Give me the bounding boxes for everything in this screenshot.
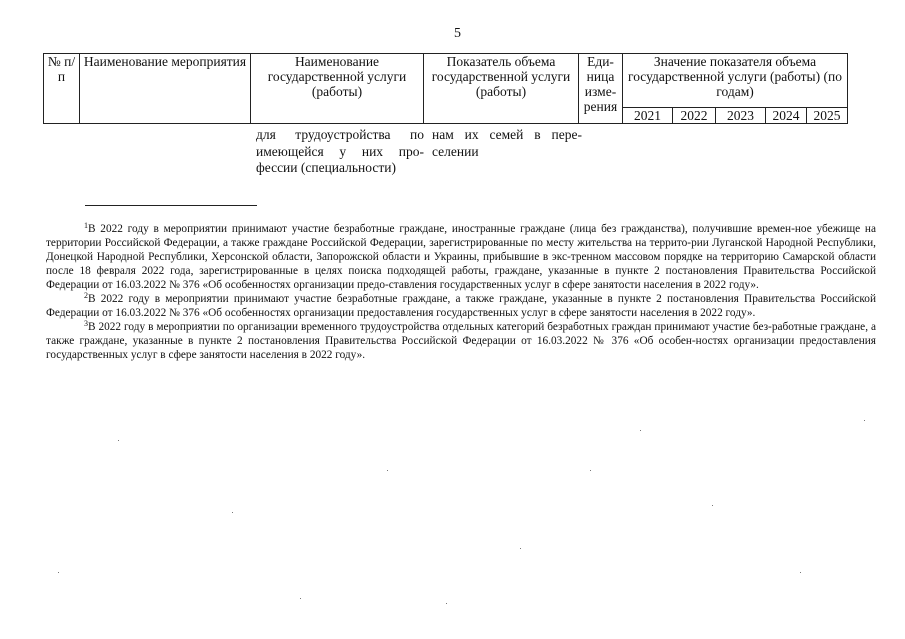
footnote-mark: 3 (84, 319, 88, 328)
footnote-separator (85, 205, 257, 206)
header-year-2022: 2022 (673, 108, 716, 124)
continuation-service-text: для трудоустройства по имеющейся у них про-фессии (специальности) (256, 127, 424, 175)
header-unit: Еди-ница изме-рения (579, 54, 623, 124)
footnotes (46, 222, 876, 362)
header-year-2025: 2025 (807, 108, 848, 124)
footnote-1 (46, 222, 876, 292)
header-event: Наименование мероприятия (80, 54, 251, 124)
footnote-2 (46, 292, 876, 320)
footnote-mark: 1 (84, 221, 88, 230)
header-service: Наименование государственной услуги (работы) (251, 54, 424, 124)
indicator-table (43, 53, 848, 124)
header-year-2024: 2024 (766, 108, 807, 124)
footnote-3 (46, 320, 876, 362)
footnote-text: В 2022 году в мероприятии принимают участие безработные граждане, а также граждане, указанные в пункте 2 постановления Правительства Российской Федерации от 16.03.2022 № 376 «Об особенностях организации предоставления государственных услуг в сфере занятости населения в 2022 году». (46, 293, 876, 319)
header-num: № п/п (44, 54, 80, 124)
header-year-2023: 2023 (716, 108, 766, 124)
header-values-group: Значение показателя объема государственной услуги (работы) (по годам) (623, 54, 848, 108)
header-year-2021: 2021 (623, 108, 673, 124)
footnote-text: В 2022 году в мероприятии по организации временного трудоустройства отдельных категорий безработных граждан принимают участие без-работные граждане, а также граждане, указанные в пункте 2 постановления Правительства Российской Федерации от 16.03.2022 № 376 «Об особен-ностях организации предоставления государственных услуг в сфере занятости населения в 2022 году». (46, 321, 876, 361)
page-number: 5 (454, 26, 461, 41)
footnote-mark: 2 (84, 291, 88, 300)
header-indicator: Показатель объема государственной услуги (работы) (424, 54, 579, 124)
footnote-text: В 2022 году в мероприятии принимают участие безработные граждане, иностранные граждане (лица без гражданства), получившие времен-ное убежище на территории Российской Федерации, а также граждане Российской Федерации, зарегистрированные по месту жительства на террито-рии Луганской Народной Республики, Донецкой Народной Республики, Херсонской области, Запорожской области и Украины, прибывшие в экс-тренном массовом порядке на территорию Самарской области после 18 февраля 2022 года, зарегистрированные в целях поиска подходящей работы, граждане, указанные в пункте 2 постановления Правительства Российской Федерации от 16.03.2022 № 376 «Об особенностях организации предо-ставления государственных услуг в сфере занятости населения в 2022 году». (46, 223, 876, 291)
continuation-indicator-text: нам их семей в пере-селении (432, 127, 582, 159)
